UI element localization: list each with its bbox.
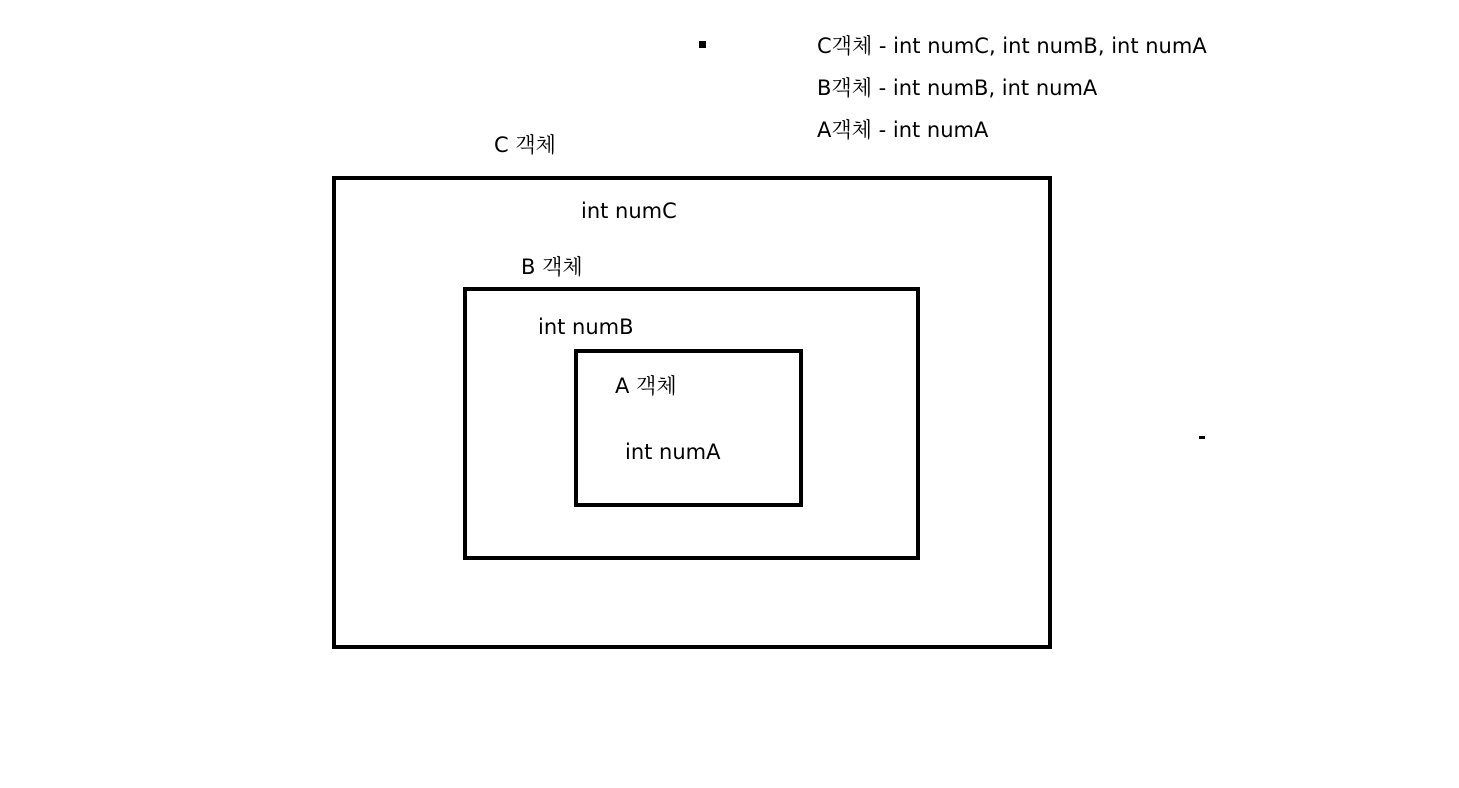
object-b-field: int numB: [538, 315, 634, 339]
object-a-box: [574, 349, 803, 507]
object-c-label: C 객체: [494, 133, 556, 157]
stray-dot-right: [1199, 436, 1205, 439]
object-b-label: B 객체: [521, 255, 583, 279]
summary-line-a: A객체 - int numA: [817, 118, 989, 142]
summary-line-c: C객체 - int numC, int numB, int numA: [817, 34, 1207, 58]
object-c-field: int numC: [581, 199, 677, 223]
object-a-field: int numA: [625, 440, 721, 464]
stray-dot-top: [699, 41, 706, 48]
object-a-label: A 객체: [615, 374, 677, 398]
summary-line-b: B객체 - int numB, int numA: [817, 76, 1098, 100]
